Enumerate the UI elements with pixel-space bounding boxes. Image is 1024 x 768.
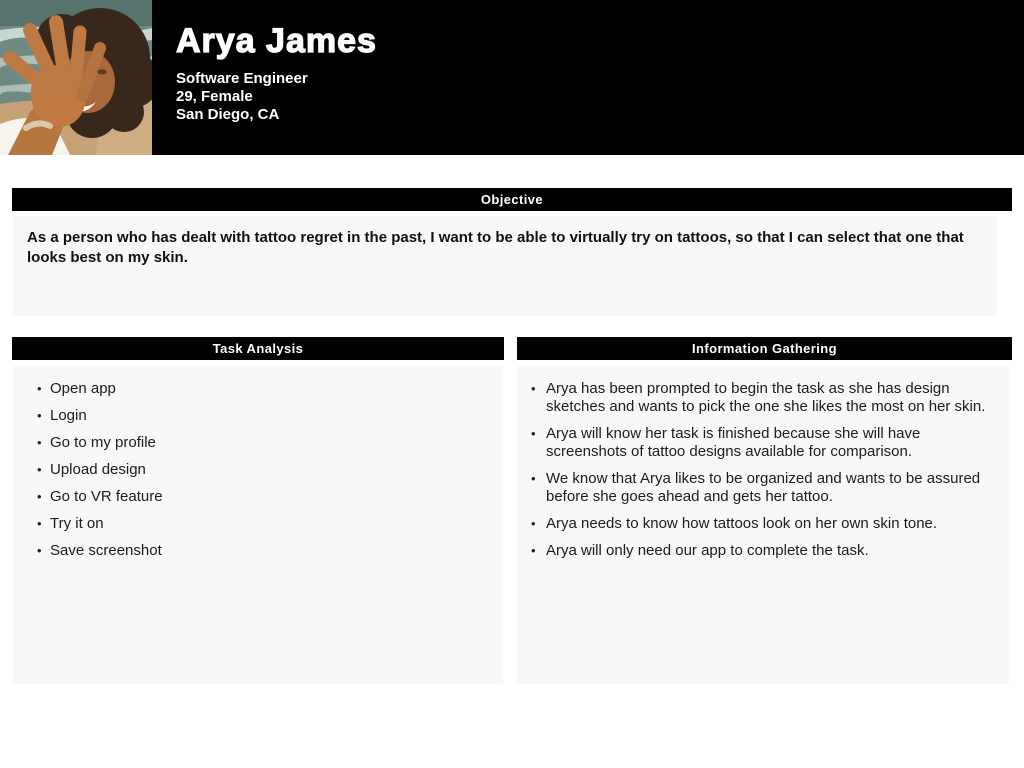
info-item-text: Arya will only need our app to complete the task. <box>546 542 869 559</box>
task-item <box>25 434 491 451</box>
task-item-label: Go to my profile <box>50 434 156 451</box>
task-item-label: Login <box>50 407 87 424</box>
info-item-text: Arya has been prompted to begin the task as she has design sketches and wants to pick the one she likes the most on her skin. <box>546 380 986 415</box>
task-item-label: Go to VR feature <box>50 488 163 505</box>
task-analysis-panel <box>13 366 503 684</box>
bullet-icon: • <box>531 543 536 558</box>
information-gathering-list <box>526 380 1000 560</box>
objective-section-header <box>12 188 1012 211</box>
persona-name: Arya James <box>176 22 377 60</box>
info-item <box>526 380 1000 416</box>
info-item <box>526 515 1000 533</box>
bullet-icon: • <box>37 516 42 531</box>
task-item <box>25 515 491 532</box>
task-item <box>25 542 491 559</box>
bullet-icon: • <box>37 462 42 477</box>
objective-text: As a person who has dealt with tattoo regret in the past, I want to be able to virtually try on tattoos, so that I can select that one that looks best on my skin. <box>27 229 964 266</box>
objective-panel <box>13 216 997 316</box>
task-analysis-section-header <box>12 337 504 360</box>
bullet-icon: • <box>531 471 536 486</box>
bullet-icon: • <box>37 408 42 423</box>
persona-photo <box>0 0 152 155</box>
bullet-icon: • <box>37 381 42 396</box>
bullet-icon: • <box>37 435 42 450</box>
persona-role: Software Engineer <box>176 70 308 87</box>
task-item <box>25 380 491 397</box>
information-gathering-section-header <box>517 337 1012 360</box>
persona-photo-illustration <box>0 0 152 155</box>
header <box>0 0 1024 155</box>
task-analysis-title: Task Analysis <box>212 341 304 356</box>
info-item-text: Arya will know her task is finished because she will have screenshots of tattoo designs available for comparison. <box>546 425 921 460</box>
persona-identity <box>176 24 377 124</box>
info-item-text: Arya needs to know how tattoos look on her own skin tone. <box>546 515 938 532</box>
task-item <box>25 488 491 505</box>
bullet-icon: • <box>531 516 536 531</box>
info-item <box>526 425 1000 461</box>
task-item-label: Open app <box>50 380 116 397</box>
task-item-label: Upload design <box>50 461 146 478</box>
info-item <box>526 470 1000 506</box>
task-item-label: Save screenshot <box>50 542 162 559</box>
information-gathering-title: Information Gathering <box>692 341 837 356</box>
task-item <box>25 407 491 424</box>
bullet-icon: • <box>531 381 536 396</box>
persona-age-gender: 29, Female <box>176 88 253 105</box>
bullet-icon: • <box>531 426 536 441</box>
objective-title: Objective <box>480 192 544 207</box>
info-item <box>526 542 1000 560</box>
persona-location: San Diego, CA <box>176 106 280 123</box>
task-item-label: Try it on <box>50 515 104 532</box>
task-analysis-list <box>25 380 491 559</box>
info-item-text: We know that Arya likes to be organized and wants to be assured before she goes ahead and gets her tattoo. <box>546 470 981 505</box>
information-gathering-panel <box>517 366 1009 684</box>
bullet-icon: • <box>37 543 42 558</box>
bullet-icon: • <box>37 489 42 504</box>
task-item <box>25 461 491 478</box>
